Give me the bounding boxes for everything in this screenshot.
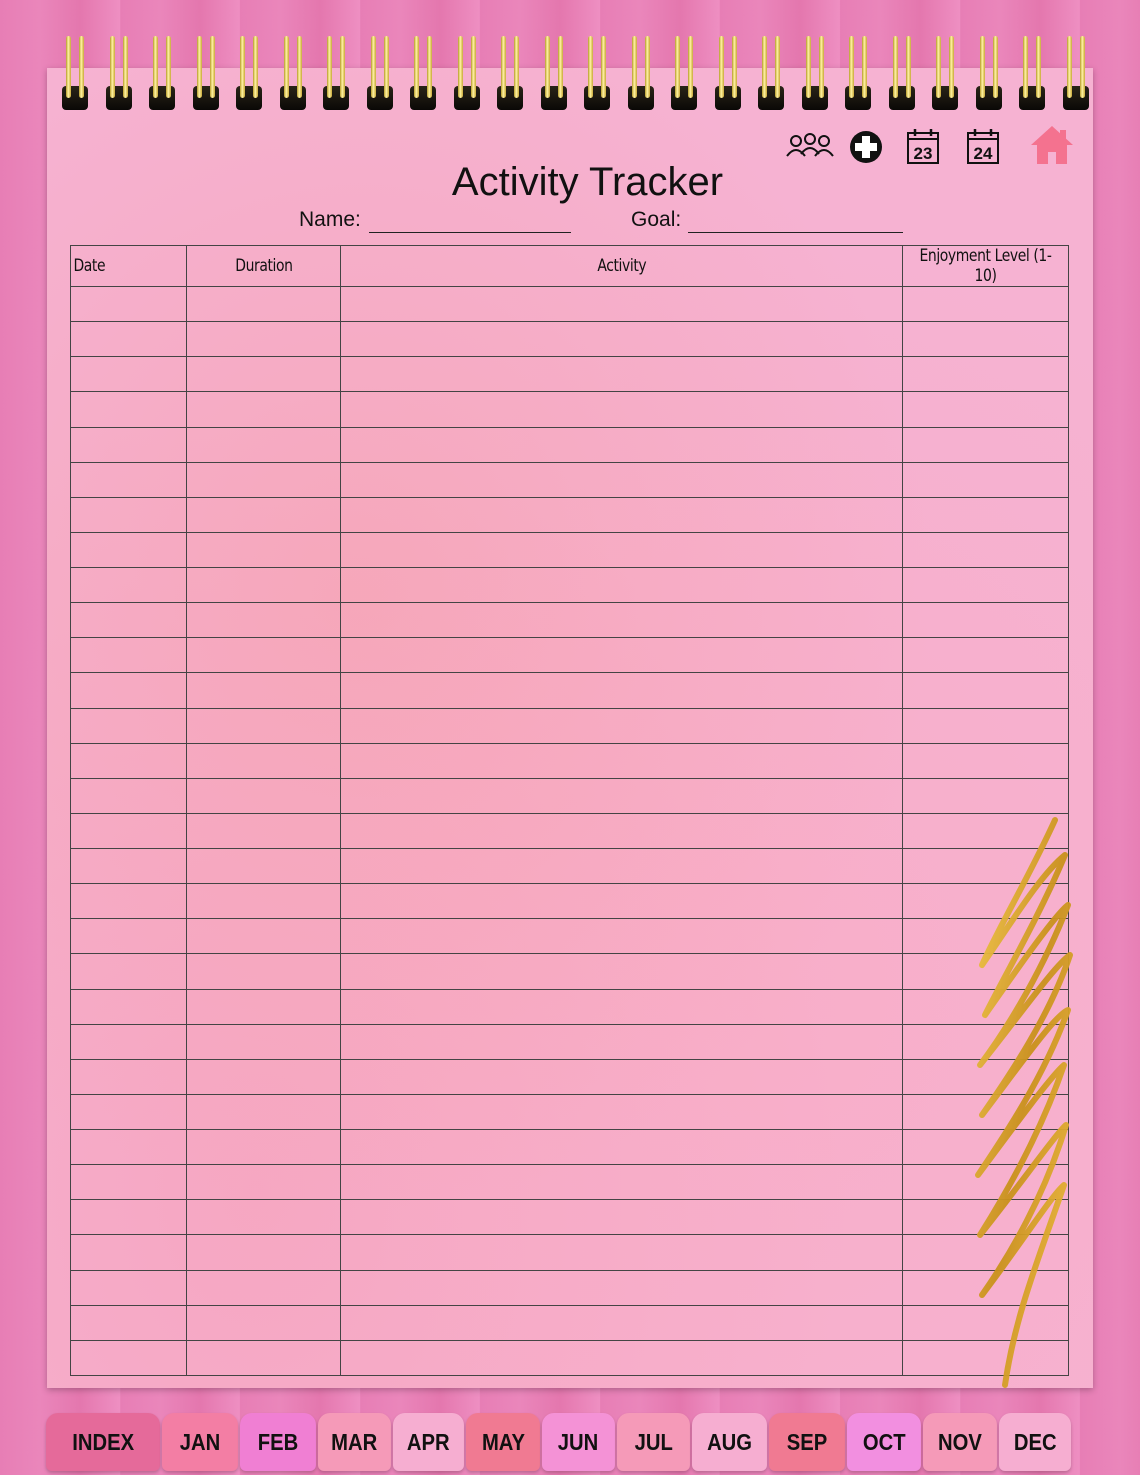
tab-label: INDEX — [72, 1428, 134, 1455]
enjoyment-cell[interactable] — [903, 1270, 1069, 1305]
tab-label: OCT — [862, 1428, 906, 1455]
goal-field[interactable] — [688, 232, 903, 233]
date-cell[interactable] — [71, 1305, 187, 1340]
table-row — [71, 1094, 1069, 1129]
enjoyment-cell[interactable] — [903, 1340, 1069, 1375]
table-row — [71, 322, 1069, 357]
activity-cell[interactable] — [341, 954, 903, 989]
enjoyment-cell[interactable] — [903, 462, 1069, 497]
date-cell[interactable] — [71, 638, 187, 673]
enjoyment-cell[interactable] — [903, 778, 1069, 813]
enjoyment-cell[interactable] — [903, 357, 1069, 392]
table-row — [71, 392, 1069, 427]
activity-cell[interactable] — [341, 322, 903, 357]
spiral-ring — [497, 36, 523, 112]
activity-cell[interactable] — [341, 532, 903, 567]
activity-cell[interactable] — [341, 1130, 903, 1165]
duration-cell[interactable] — [187, 1024, 341, 1059]
date-cell[interactable] — [71, 919, 187, 954]
tab-label: DEC — [1013, 1428, 1057, 1455]
tab-index[interactable] — [46, 1413, 160, 1471]
table-row — [71, 849, 1069, 884]
tab-label: APR — [407, 1428, 450, 1455]
date-cell[interactable] — [71, 322, 187, 357]
enjoyment-cell[interactable] — [903, 1094, 1069, 1129]
activity-cell[interactable] — [341, 919, 903, 954]
activity-cell[interactable] — [341, 708, 903, 743]
table-row — [71, 1340, 1069, 1375]
activity-cell[interactable] — [341, 1305, 903, 1340]
tab-label: FEB — [257, 1428, 299, 1455]
date-cell[interactable] — [71, 427, 187, 462]
duration-cell[interactable] — [187, 813, 341, 848]
enjoyment-cell[interactable] — [903, 287, 1069, 322]
column-header-duration: Duration — [187, 246, 341, 287]
table-row — [71, 532, 1069, 567]
date-cell[interactable] — [71, 1024, 187, 1059]
tab-label: MAY — [481, 1428, 525, 1455]
duration-cell[interactable] — [187, 1305, 341, 1340]
tab-apr[interactable] — [393, 1413, 464, 1471]
tab-oct[interactable] — [847, 1413, 921, 1471]
date-cell[interactable] — [71, 1094, 187, 1129]
enjoyment-cell[interactable] — [903, 884, 1069, 919]
date-cell[interactable] — [71, 1059, 187, 1094]
spiral-ring — [671, 36, 697, 112]
date-cell[interactable] — [71, 778, 187, 813]
table-row — [71, 708, 1069, 743]
activity-cell[interactable] — [341, 1270, 903, 1305]
column-header-date: Date — [71, 246, 187, 287]
date-cell[interactable] — [71, 849, 187, 884]
duration-cell[interactable] — [187, 1200, 341, 1235]
tab-label: MAR — [331, 1428, 378, 1455]
table-row — [71, 603, 1069, 638]
date-cell[interactable] — [71, 989, 187, 1024]
date-cell[interactable] — [71, 1130, 187, 1165]
table-row — [71, 462, 1069, 497]
spiral-ring — [932, 36, 958, 112]
enjoyment-cell[interactable] — [903, 1059, 1069, 1094]
tab-label: JUL — [634, 1428, 673, 1455]
enjoyment-cell[interactable] — [903, 743, 1069, 778]
activity-cell[interactable] — [341, 638, 903, 673]
table-row — [71, 919, 1069, 954]
duration-cell[interactable] — [187, 884, 341, 919]
duration-cell[interactable] — [187, 392, 341, 427]
duration-cell[interactable] — [187, 1235, 341, 1270]
activity-table — [70, 245, 1069, 1376]
table-row — [71, 1059, 1069, 1094]
date-cell[interactable] — [71, 532, 187, 567]
activity-cell[interactable] — [341, 603, 903, 638]
date-cell[interactable] — [71, 1200, 187, 1235]
table-row — [71, 673, 1069, 708]
activity-cell[interactable] — [341, 287, 903, 322]
page-title: Activity Tracker — [451, 160, 724, 204]
enjoyment-cell[interactable] — [903, 1165, 1069, 1200]
spiral-ring — [845, 36, 871, 112]
duration-cell[interactable] — [187, 919, 341, 954]
enjoyment-cell[interactable] — [903, 322, 1069, 357]
spiral-ring — [410, 36, 436, 112]
date-cell[interactable] — [71, 708, 187, 743]
duration-cell[interactable] — [187, 1340, 341, 1375]
activity-cell[interactable] — [341, 1200, 903, 1235]
activity-cell[interactable] — [341, 1094, 903, 1129]
spiral-binding — [0, 36, 1140, 112]
table-row — [71, 1235, 1069, 1270]
activity-cell[interactable] — [341, 813, 903, 848]
enjoyment-cell[interactable] — [903, 1024, 1069, 1059]
activity-cell[interactable] — [341, 392, 903, 427]
table-row — [71, 1130, 1069, 1165]
spiral-ring — [454, 36, 480, 112]
enjoyment-cell[interactable] — [903, 603, 1069, 638]
date-cell[interactable] — [71, 497, 187, 532]
calendar-icon-label: 23 — [913, 144, 933, 163]
enjoyment-cell[interactable] — [903, 568, 1069, 603]
enjoyment-cell[interactable] — [903, 708, 1069, 743]
activity-cell[interactable] — [341, 1340, 903, 1375]
activity-cell[interactable] — [341, 462, 903, 497]
table-row — [71, 568, 1069, 603]
spiral-ring — [280, 36, 306, 112]
spiral-ring — [106, 36, 132, 112]
duration-cell[interactable] — [187, 673, 341, 708]
duration-cell[interactable] — [187, 1059, 341, 1094]
date-cell[interactable] — [71, 813, 187, 848]
duration-cell[interactable] — [187, 743, 341, 778]
enjoyment-cell[interactable] — [903, 1200, 1069, 1235]
tab-mar[interactable] — [318, 1413, 391, 1471]
duration-cell[interactable] — [187, 989, 341, 1024]
table-row — [71, 743, 1069, 778]
spiral-ring — [367, 36, 393, 112]
enjoyment-cell[interactable] — [903, 1130, 1069, 1165]
date-cell[interactable] — [71, 568, 187, 603]
tab-may[interactable] — [466, 1413, 540, 1471]
enjoyment-cell[interactable] — [903, 954, 1069, 989]
duration-cell[interactable] — [187, 287, 341, 322]
activity-cell[interactable] — [341, 1024, 903, 1059]
duration-cell[interactable] — [187, 568, 341, 603]
table-row — [71, 638, 1069, 673]
table-row — [71, 954, 1069, 989]
table-row — [71, 1270, 1069, 1305]
activity-cell[interactable] — [341, 1059, 903, 1094]
enjoyment-cell[interactable] — [903, 1235, 1069, 1270]
date-cell[interactable] — [71, 357, 187, 392]
name-label: Name: — [299, 208, 361, 231]
spiral-ring — [62, 36, 88, 112]
enjoyment-cell[interactable] — [903, 1305, 1069, 1340]
table-row — [71, 427, 1069, 462]
date-cell[interactable] — [71, 743, 187, 778]
spiral-ring — [193, 36, 219, 112]
table-row — [71, 357, 1069, 392]
spiral-ring — [889, 36, 915, 112]
tab-jul[interactable] — [617, 1413, 690, 1471]
activity-cell[interactable] — [341, 357, 903, 392]
goal-label: Goal: — [631, 208, 682, 231]
date-cell[interactable] — [71, 287, 187, 322]
duration-cell[interactable] — [187, 1270, 341, 1305]
spiral-ring — [1019, 36, 1045, 112]
activity-cell[interactable] — [341, 989, 903, 1024]
activity-cell[interactable] — [341, 497, 903, 532]
date-cell[interactable] — [71, 1270, 187, 1305]
spiral-ring — [236, 36, 262, 112]
tab-label: JAN — [179, 1428, 221, 1455]
duration-cell[interactable] — [187, 778, 341, 813]
spiral-ring — [715, 36, 741, 112]
activity-cell[interactable] — [341, 778, 903, 813]
spiral-ring — [323, 36, 349, 112]
duration-cell[interactable] — [187, 357, 341, 392]
enjoyment-cell[interactable] — [903, 497, 1069, 532]
duration-cell[interactable] — [187, 849, 341, 884]
activity-cell[interactable] — [341, 673, 903, 708]
tab-label: JUN — [558, 1428, 599, 1455]
tab-aug[interactable] — [692, 1413, 767, 1471]
tab-label: SEP — [786, 1428, 828, 1455]
date-cell[interactable] — [71, 884, 187, 919]
enjoyment-cell[interactable] — [903, 849, 1069, 884]
spiral-ring — [149, 36, 175, 112]
activity-cell[interactable] — [341, 427, 903, 462]
column-header-activity: Activity — [341, 246, 903, 287]
table-row — [71, 1200, 1069, 1235]
activity-cell[interactable] — [341, 1235, 903, 1270]
duration-cell[interactable] — [187, 427, 341, 462]
name-field[interactable] — [369, 232, 571, 233]
date-cell[interactable] — [71, 673, 187, 708]
table-row — [71, 989, 1069, 1024]
spiral-ring — [758, 36, 784, 112]
tab-nov[interactable] — [923, 1413, 997, 1471]
table-row — [71, 497, 1069, 532]
activity-cell[interactable] — [341, 568, 903, 603]
column-header-enjoyment: Enjoyment Level (1-10) — [903, 246, 1069, 287]
duration-cell[interactable] — [187, 638, 341, 673]
date-cell[interactable] — [71, 1165, 187, 1200]
tab-jan[interactable] — [162, 1413, 238, 1471]
enjoyment-cell[interactable] — [903, 392, 1069, 427]
tab-jun[interactable] — [542, 1413, 615, 1471]
header-fields — [0, 208, 1140, 238]
tab-feb[interactable] — [240, 1413, 316, 1471]
table-row — [71, 1305, 1069, 1340]
enjoyment-cell[interactable] — [903, 673, 1069, 708]
month-tabs — [46, 1413, 1092, 1475]
tab-label: NOV — [938, 1428, 982, 1455]
duration-cell[interactable] — [187, 1130, 341, 1165]
table-row — [71, 1024, 1069, 1059]
date-cell[interactable] — [71, 954, 187, 989]
table-header-row — [71, 246, 1069, 287]
duration-cell[interactable] — [187, 1094, 341, 1129]
duration-cell[interactable] — [187, 954, 341, 989]
spiral-ring — [541, 36, 567, 112]
duration-cell[interactable] — [187, 497, 341, 532]
enjoyment-cell[interactable] — [903, 638, 1069, 673]
duration-cell[interactable] — [187, 462, 341, 497]
activity-cell[interactable] — [341, 849, 903, 884]
enjoyment-cell[interactable] — [903, 427, 1069, 462]
table-row — [71, 884, 1069, 919]
tab-dec[interactable] — [999, 1413, 1071, 1471]
activity-cell[interactable] — [341, 1165, 903, 1200]
duration-cell[interactable] — [187, 603, 341, 638]
enjoyment-cell[interactable] — [903, 919, 1069, 954]
table-row — [71, 813, 1069, 848]
spiral-ring — [584, 36, 610, 112]
duration-cell[interactable] — [187, 708, 341, 743]
spiral-ring — [1063, 36, 1089, 112]
tab-label: AUG — [707, 1428, 752, 1455]
activity-cell[interactable] — [341, 743, 903, 778]
tab-sep[interactable] — [769, 1413, 845, 1471]
spiral-ring — [802, 36, 828, 112]
activity-cell[interactable] — [341, 884, 903, 919]
spiral-ring — [628, 36, 654, 112]
table-row — [71, 1165, 1069, 1200]
enjoyment-cell[interactable] — [903, 532, 1069, 567]
table-row — [71, 778, 1069, 813]
duration-cell[interactable] — [187, 1165, 341, 1200]
calendar-icon-label: 24 — [973, 144, 993, 163]
enjoyment-cell[interactable] — [903, 989, 1069, 1024]
date-cell[interactable] — [71, 1235, 187, 1270]
date-cell[interactable] — [71, 603, 187, 638]
date-cell[interactable] — [71, 392, 187, 427]
table-row — [71, 287, 1069, 322]
date-cell[interactable] — [71, 1340, 187, 1375]
date-cell[interactable] — [71, 462, 187, 497]
spiral-ring — [976, 36, 1002, 112]
enjoyment-cell[interactable] — [903, 813, 1069, 848]
duration-cell[interactable] — [187, 532, 341, 567]
duration-cell[interactable] — [187, 322, 341, 357]
